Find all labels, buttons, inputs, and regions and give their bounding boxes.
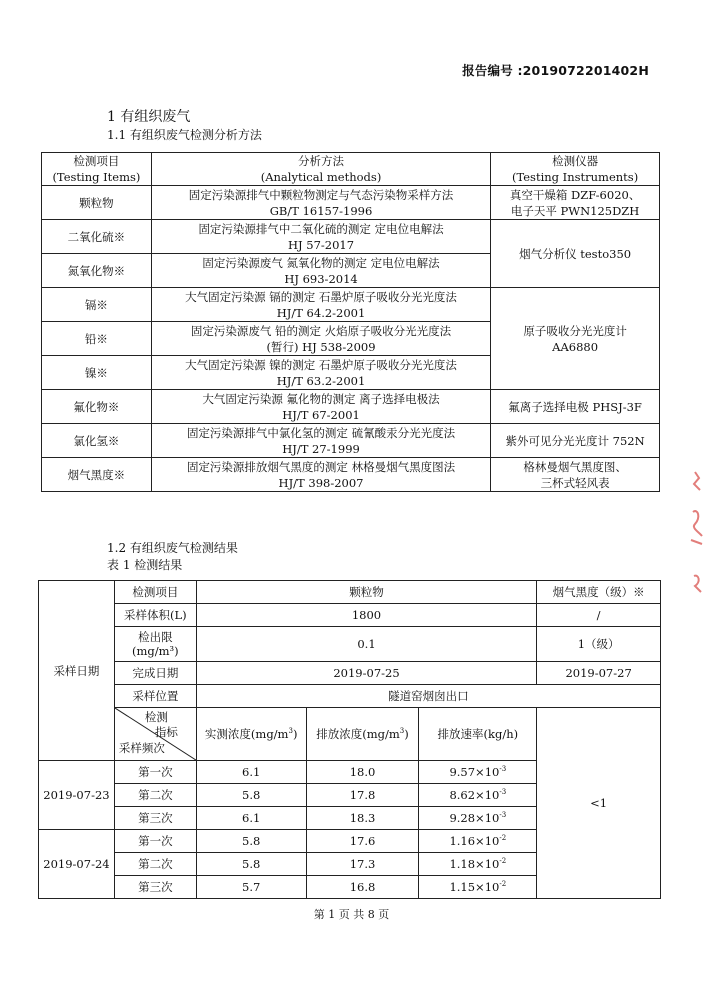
label-cell: 完成日期 bbox=[114, 662, 196, 685]
date-cell: 2019-07-23 bbox=[39, 761, 115, 830]
instrument-cell: 氟离子选择电极 PHSJ-3F bbox=[491, 390, 660, 424]
label-cell: 检测项目 bbox=[114, 581, 196, 604]
instrument-cell: 原子吸收分光光度计 AA6880 bbox=[491, 288, 660, 390]
smoke-result: <1 bbox=[537, 708, 661, 899]
table-row bbox=[42, 424, 660, 458]
item-cell: 氟化物※ bbox=[42, 390, 152, 424]
freq-cell: 第一次 bbox=[114, 830, 196, 853]
header-method: 分析方法 (Analytical methods) bbox=[151, 153, 490, 186]
header-instrument: 检测仪器 (Testing Instruments) bbox=[491, 153, 660, 186]
label-cell: 采样位置 bbox=[114, 685, 196, 708]
emission-cell: 17.3 bbox=[306, 853, 419, 876]
results-table bbox=[38, 580, 661, 899]
item-cell: 烟气黑度※ bbox=[42, 458, 152, 492]
measured-cell: 5.8 bbox=[196, 853, 306, 876]
rate-cell: $1.18\times 10^{-2}$ bbox=[419, 853, 537, 876]
smoke-name: 烟气黑度（级）※ bbox=[537, 581, 661, 604]
value-cell: 隧道窑烟囱出口 bbox=[196, 685, 660, 708]
value-cell: 0.1 bbox=[196, 627, 536, 662]
rate-cell: $8.62\times 10^{-3}$ bbox=[419, 784, 537, 807]
emission-cell: 17.6 bbox=[306, 830, 419, 853]
header-item: 检测项目 (Testing Items) bbox=[42, 153, 152, 186]
seal-stamp-fragment bbox=[681, 466, 703, 596]
value-cell: 2019-07-25 bbox=[196, 662, 536, 685]
table-row bbox=[39, 604, 661, 627]
method-cell: 固定污染源排气中氯化氢的测定 硫氰酸汞分光光度法 HJ/T 27-1999 bbox=[151, 424, 490, 458]
measured-cell: 5.8 bbox=[196, 784, 306, 807]
freq-cell: 第二次 bbox=[114, 853, 196, 876]
instrument-cell: 格林曼烟气黑度图、 三杯式轻风表 bbox=[491, 458, 660, 492]
sampling-date-label: 采样日期 bbox=[39, 581, 115, 761]
instrument-cell: 烟气分析仪 testo350 bbox=[491, 220, 660, 288]
freq-cell: 第三次 bbox=[114, 807, 196, 830]
item-cell: 氮氧化物※ bbox=[42, 254, 152, 288]
section-1-1-title: 1.1 有组织废气检测分析方法 bbox=[107, 128, 262, 142]
date-cell: 2019-07-24 bbox=[39, 830, 115, 899]
value-cell: 1800 bbox=[196, 604, 536, 627]
item-cell: 颗粒物 bbox=[42, 186, 152, 220]
item-cell: 二氧化硫※ bbox=[42, 220, 152, 254]
rate-cell: $1.15\times 10^{-2}$ bbox=[419, 876, 537, 899]
methods-header-row bbox=[42, 153, 660, 186]
table-row bbox=[39, 708, 661, 761]
method-cell: 固定污染源废气 氮氧化物的测定 定电位电解法 HJ 693-2014 bbox=[151, 254, 490, 288]
particulate-name: 颗粒物 bbox=[196, 581, 536, 604]
freq-cell: 第三次 bbox=[114, 876, 196, 899]
rate-cell: $9.28\times 10^{-3}$ bbox=[419, 807, 537, 830]
measured-cell: 6.1 bbox=[196, 761, 306, 784]
instrument-cell: 紫外可见分光光度计 752N bbox=[491, 424, 660, 458]
method-cell: 大气固定污染源 镉的测定 石墨炉原子吸收分光光度法 HJ/T 64.2-2001 bbox=[151, 288, 490, 322]
section-1-2-title: 1.2 有组织废气检测结果 bbox=[107, 541, 238, 555]
report-number: 报告编号 :2019072201402H bbox=[462, 63, 649, 78]
measured-cell: 6.1 bbox=[196, 807, 306, 830]
emission-cell: 18.0 bbox=[306, 761, 419, 784]
table-1-caption: 表 1 检测结果 bbox=[107, 558, 183, 572]
item-cell: 铅※ bbox=[42, 322, 152, 356]
page-footer: 第 1 页 共 8 页 bbox=[313, 908, 390, 921]
freq-cell: 第一次 bbox=[114, 761, 196, 784]
label-cell: 采样体积(L) bbox=[114, 604, 196, 627]
method-cell: 固定污染源排放烟气黑度的测定 林格曼烟气黑度图法 HJ/T 398-2007 bbox=[151, 458, 490, 492]
rate-cell: $1.16\times 10^{-2}$ bbox=[419, 830, 537, 853]
table-row bbox=[39, 581, 661, 604]
measured-cell: 5.7 bbox=[196, 876, 306, 899]
emission-header: 排放浓度$(mg/m^3)$ bbox=[306, 708, 419, 761]
section-1-title: 1 有组织废气 bbox=[107, 109, 191, 125]
rate-header: 排放速率(kg/h) bbox=[419, 708, 537, 761]
table-row bbox=[39, 627, 661, 662]
value-cell: / bbox=[537, 604, 661, 627]
instrument-cell: 真空干燥箱 DZF-6020、 电子天平 PWN125DZH bbox=[491, 186, 660, 220]
label-cell: 检出限 (mg/m³) bbox=[114, 627, 196, 662]
table-row bbox=[42, 186, 660, 220]
method-cell: 大气固定污染源 氟化物的测定 离子选择电极法 HJ/T 67-2001 bbox=[151, 390, 490, 424]
measured-header: 实测浓度$(mg/m^3)$ bbox=[196, 708, 306, 761]
value-cell: 2019-07-27 bbox=[537, 662, 661, 685]
method-cell: 固定污染源排气中二氧化硫的测定 定电位电解法 HJ 57-2017 bbox=[151, 220, 490, 254]
table-row bbox=[42, 288, 660, 322]
item-cell: 镍※ bbox=[42, 356, 152, 390]
table-row bbox=[42, 220, 660, 254]
method-cell: 大气固定污染源 镍的测定 石墨炉原子吸收分光光度法 HJ/T 63.2-2001 bbox=[151, 356, 490, 390]
value-cell: 1（级） bbox=[537, 627, 661, 662]
table-row bbox=[42, 458, 660, 492]
methods-table bbox=[41, 152, 660, 492]
emission-cell: 18.3 bbox=[306, 807, 419, 830]
diagonal-header: 检测 指标 采样频次 bbox=[114, 708, 196, 761]
method-cell: 固定污染源废气 铅的测定 火焰原子吸收分光光度法 (暂行) HJ 538-2009 bbox=[151, 322, 490, 356]
freq-cell: 第二次 bbox=[114, 784, 196, 807]
rate-cell: $9.57\times 10^{-3}$ bbox=[419, 761, 537, 784]
table-row bbox=[42, 390, 660, 424]
item-cell: 氯化氢※ bbox=[42, 424, 152, 458]
table-row bbox=[39, 662, 661, 685]
table-row bbox=[39, 685, 661, 708]
emission-cell: 16.8 bbox=[306, 876, 419, 899]
method-cell: 固定污染源排气中颗粒物测定与气态污染物采样方法 GB/T 16157-1996 bbox=[151, 186, 490, 220]
emission-cell: 17.8 bbox=[306, 784, 419, 807]
item-cell: 镉※ bbox=[42, 288, 152, 322]
measured-cell: 5.8 bbox=[196, 830, 306, 853]
